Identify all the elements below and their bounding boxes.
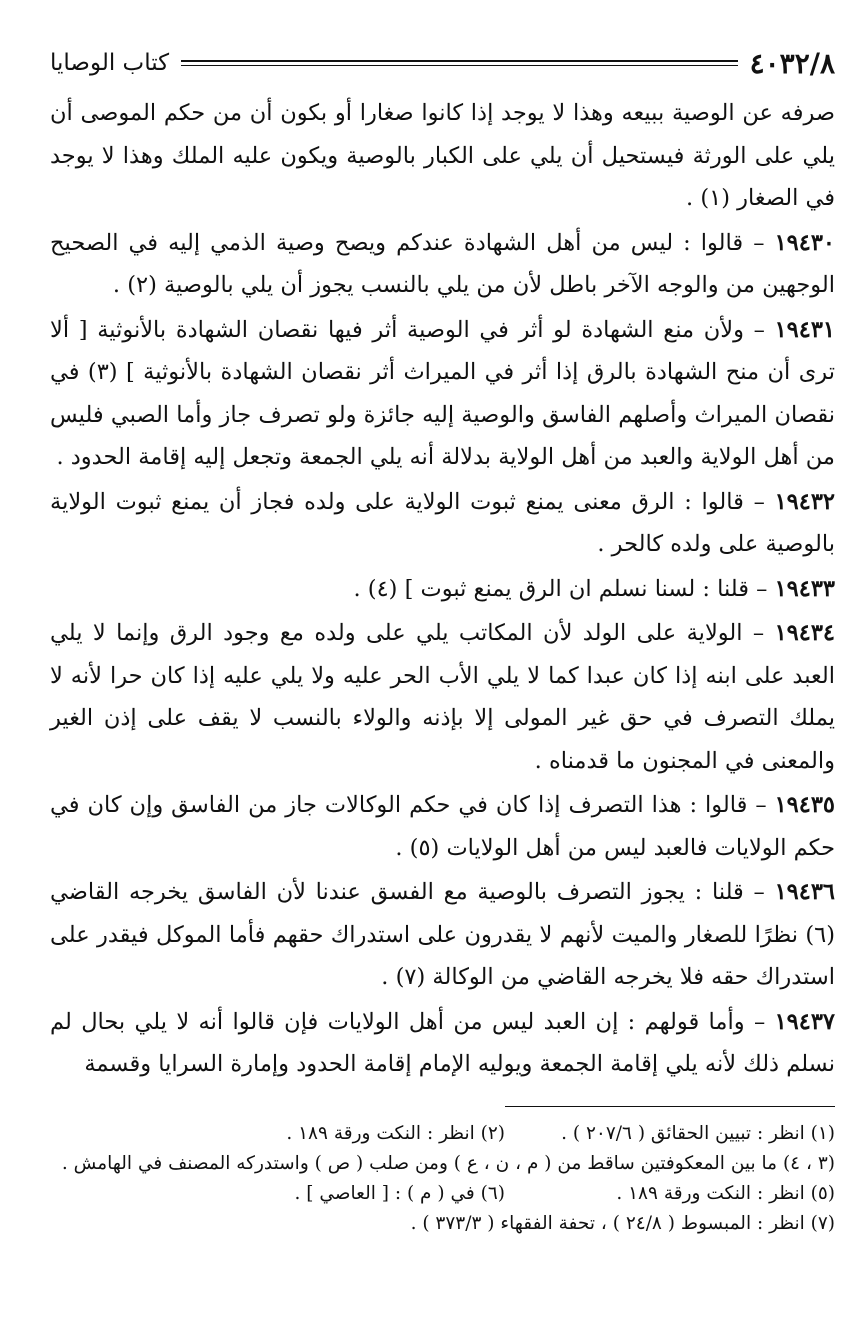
footnote-row (50, 1149, 835, 1179)
paragraph-number: ١٩٤٣٣ (774, 575, 835, 602)
paragraph-19434 (50, 612, 835, 782)
footnote-6: (٦) في ( م ) : [ العاصي ] . (294, 1182, 505, 1204)
paragraph-19435 (50, 784, 835, 869)
paragraph-text: – قالوا : ليس من أهل الشهادة عندكم ويصح وصية الذمي إليه في الصحيح الوجهين من والوجه الآخر باطل لأن من يلي بالنسب يجوز أن يلي بالوصية (٢) . (50, 229, 835, 298)
paragraph-19437 (50, 1001, 835, 1086)
paragraph-number: ١٩٤٣٦ (774, 879, 835, 905)
paragraph-number: ١٩٤٣٢ (774, 488, 835, 515)
paragraph-number: ١٩٤٣٠ (774, 229, 835, 256)
paragraph-number: ١٩٤٣٥ (774, 792, 835, 818)
page-number: ٤٠٣٢/٨ (749, 46, 835, 80)
footnote-row (50, 1209, 835, 1239)
footnote-7: (٧) انظر : المبسوط ( ٢٤/٨ ) ، تحفة الفقهاء ( ٣٧٣/٣ ) . (410, 1212, 835, 1234)
book-title: كتاب الوصايا (50, 50, 170, 76)
footnote-1: (١) انظر : تبيين الحقائق ( ٢٠٧/٦ ) . (561, 1122, 835, 1144)
footnote-separator (505, 1106, 835, 1107)
footnotes (50, 1119, 835, 1239)
footnote-3-4: (٣ ، ٤) ما بين المعكوفتين ساقط من ( م ، ن ، ع ) ومن صلب ( ص ) واستدركه المصنف في الهامش . (61, 1152, 835, 1174)
paragraph-19436 (50, 871, 835, 999)
paragraph-19430 (50, 222, 835, 307)
paragraph-number: ١٩٤٣١ (774, 316, 835, 343)
paragraph-text: – قالوا : هذا التصرف إذا كان في حكم الوكالات جاز من الفاسق وإن كان في حكم الولايات فالعبد ليس من أهل الولايات (٥) . (50, 792, 835, 861)
paragraph-continuation (50, 92, 835, 220)
footnote-5: (٥) انظر : النكت ورقة ١٨٩ . (616, 1182, 835, 1204)
footnote-2: (٢) انظر : النكت ورقة ١٨٩ . (286, 1122, 505, 1144)
paragraph-text: – قلنا : لسنا نسلم ان الرق يمنع ثبوت ] (٤) . (353, 575, 775, 602)
main-text (50, 92, 835, 1086)
paragraph-text: – ولأن منع الشهادة لو أثر في الوصية أثر فيها نقصان الشهادة بالأنوثية [ ألا ترى أن منح الشهادة بالرق إذا أثر في الميراث أثر نقصان الشهادة بالأنوثية ] (٣) في نقصان الميراث وأصلهم الفاسق والوصية إليه جائزة ولو تصرف جاز وأما الصبي فليس من أهل الولاية والعبد من أهل الولاية بدلالة أنه يلي الجمعة وتجعل إليه إقامة الحدود . (50, 316, 835, 470)
page (50, 40, 835, 1239)
paragraph-text: – الولاية على الولد لأن المكاتب يلي على ولده مع وجود الرق وإنما لا يلي العبد على ابنه إذا كان عبدا كما لا يلي الأب الحر عليه ولا يلي عليه إذا كان حرا لأنه لا يملك التصرف في حق غير المولى إلا بإذنه والولاء بالنسب لا يقف على إذن الغير والمعنى في المجنون ما قدمناه . (50, 620, 835, 774)
paragraph-text: – قلنا : يجوز التصرف بالوصية مع الفسق عندنا لأن الفاسق يخرجه القاضي (٦) نظرًا للصغار والميت لأنهم لا يقدرون على استدراك حقهم فأما الموكل فيقدر على استدراك حقه فلا يخرجه القاضي من الوكالة (٧) . (50, 879, 835, 990)
paragraph-19433 (50, 568, 835, 611)
paragraph-number: ١٩٤٣٧ (774, 1008, 835, 1035)
paragraph-text: – وأما قولهم : إن العبد ليس من أهل الولايات فإن قالوا أنه لا يلي بحال لم نسلم ذلك لأنه يلي إقامة الجمعة ويوليه الإمام إقامة الحدود وإمارة السرايا وقسمة (50, 1008, 835, 1077)
paragraph-text: صرفه عن الوصية ببيعه وهذا لا يوجد إذا كانوا صغارا أو بكون أن من حكم الموصى أن يلي على الورثة فيستحيل أن يلي على الكبار بالوصية ويكون عليه الملك وهذا لا يوجد في الصغار (١) . (50, 100, 835, 211)
footnote-row (50, 1119, 835, 1149)
header-rule (181, 60, 737, 66)
paragraph-19432 (50, 481, 835, 566)
page-header (50, 40, 835, 86)
footnote-row (50, 1179, 835, 1209)
paragraph-number: ١٩٤٣٤ (774, 620, 835, 646)
paragraph-19431 (50, 309, 835, 479)
paragraph-text: – قالوا : الرق معنى يمنع ثبوت الولاية على ولده فجاز أن يمنع ثبوت الولاية بالوصية على ولده كالحر . (50, 488, 835, 557)
